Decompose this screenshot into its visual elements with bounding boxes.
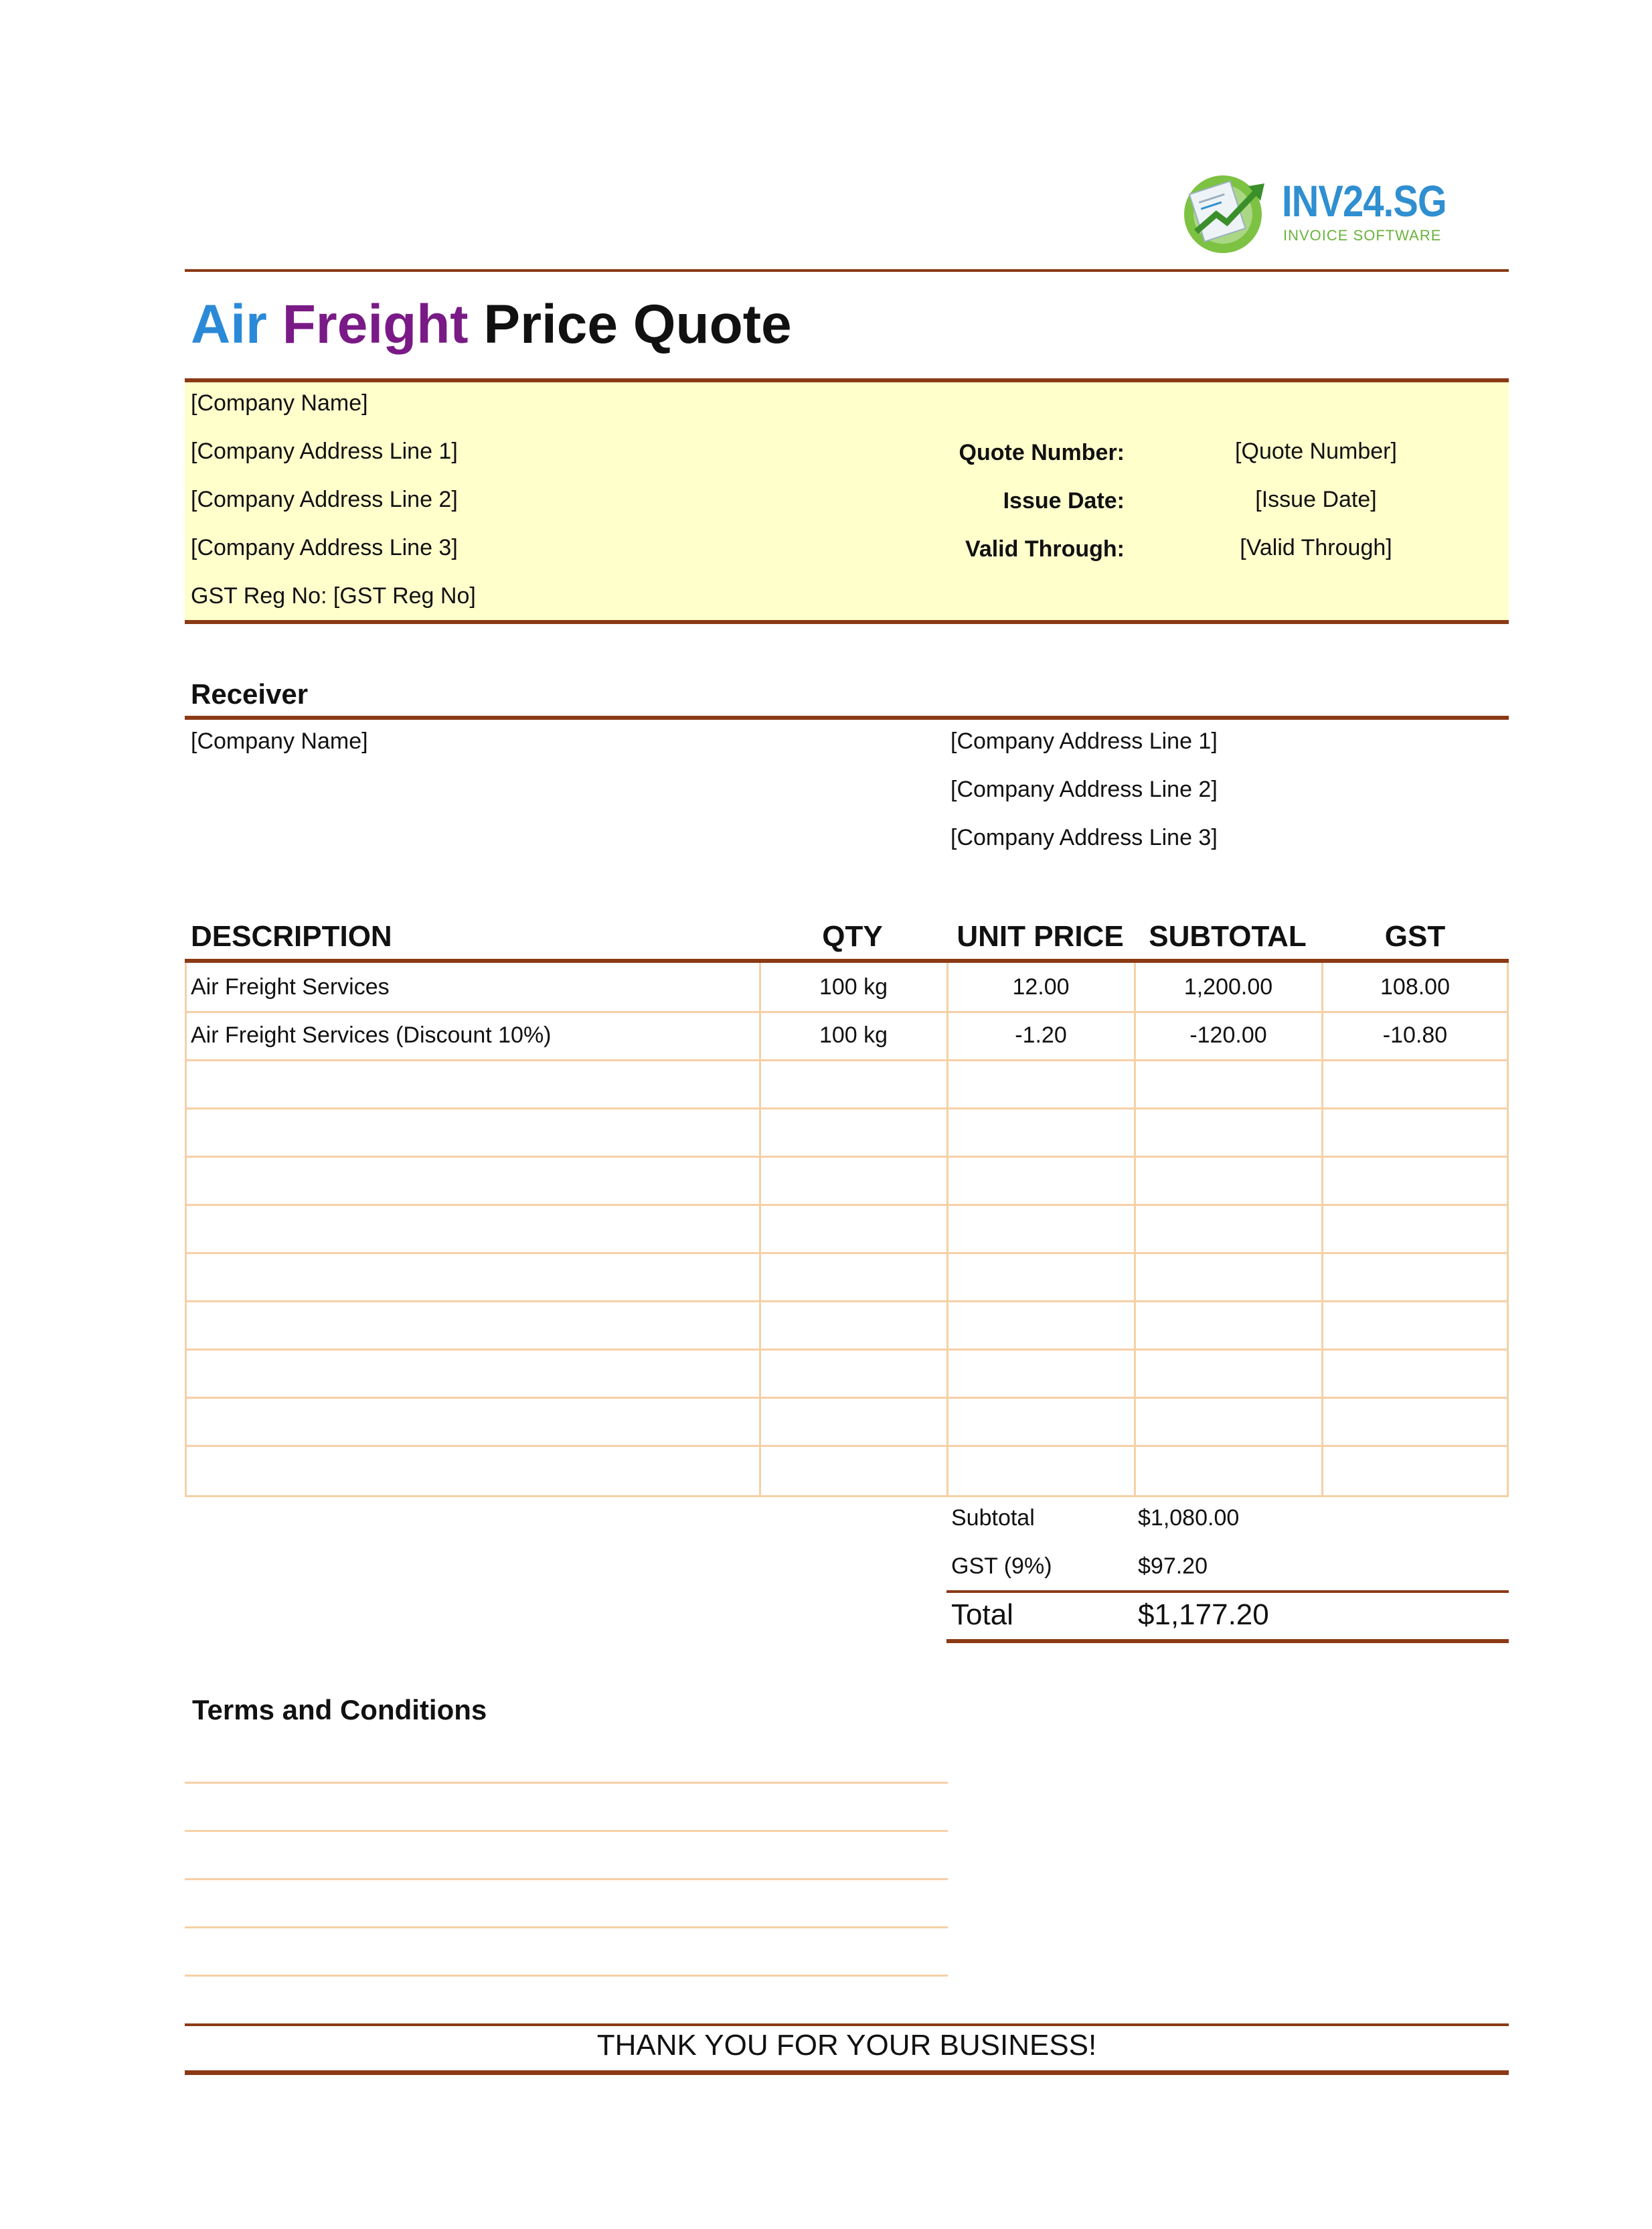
receiver-address-3: [Company Address Line 3] xyxy=(951,825,1218,850)
valid-through-label: Valid Through: xyxy=(965,536,1125,562)
thank-you-message: THANK YOU FOR YOUR BUSINESS! xyxy=(596,2029,1097,2062)
sender-gst-reg: GST Reg No: [GST Reg No] xyxy=(191,583,476,609)
title-word-air: Air xyxy=(191,294,267,355)
cell-qty: 100 kg xyxy=(819,974,888,1000)
sender-address-1: [Company Address Line 1] xyxy=(191,439,458,464)
col-header-description: DESCRIPTION xyxy=(191,920,392,953)
terms-line xyxy=(185,1830,948,1832)
col-header-unit-price: UNIT PRICE xyxy=(957,920,1124,953)
terms-line xyxy=(185,1975,948,1977)
footer-bottom-rule xyxy=(185,2070,1509,2075)
invoice-chart-icon xyxy=(1181,167,1275,254)
cell-subtotal: -120.00 xyxy=(1189,1022,1267,1048)
cell-unit-price: -1.20 xyxy=(1015,1022,1067,1048)
cell-gst: 108.00 xyxy=(1380,974,1450,1000)
valid-through-value: [Valid Through] xyxy=(1240,535,1392,560)
table-row xyxy=(185,963,1509,1011)
cell-qty: 100 kg xyxy=(819,1022,888,1048)
total-bottom-rule xyxy=(946,1639,1509,1643)
title-word-freight: Freight xyxy=(282,294,469,355)
header-rule xyxy=(185,269,1509,272)
col-header-subtotal: SUBTOTAL xyxy=(1149,920,1307,953)
cell-description: Air Freight Services (Discount 10%) xyxy=(191,1022,552,1048)
total-value: $1,177.20 xyxy=(1138,1598,1269,1631)
page-title xyxy=(191,293,792,356)
total-top-rule xyxy=(946,1590,1509,1593)
logo-tagline: INVOICE SOFTWARE xyxy=(1283,227,1442,244)
col-header-qty: QTY xyxy=(822,920,883,953)
cell-gst: -10.80 xyxy=(1382,1022,1448,1048)
quote-number-value: [Quote Number] xyxy=(1235,439,1397,464)
receiver-rule xyxy=(185,716,1509,720)
cell-unit-price: 12.00 xyxy=(1012,974,1070,1000)
receiver-company-name: [Company Name] xyxy=(191,728,368,754)
sender-address-2: [Company Address Line 2] xyxy=(191,487,458,512)
terms-line xyxy=(185,1926,948,1928)
table-row xyxy=(185,1011,1509,1059)
footer-top-rule xyxy=(185,2023,1509,2026)
terms-heading: Terms and Conditions xyxy=(192,1694,487,1725)
terms-line xyxy=(185,1782,948,1784)
terms-line xyxy=(185,1878,948,1880)
sender-bottom-rule xyxy=(185,620,1509,624)
quote-number-label: Quote Number: xyxy=(959,440,1125,465)
col-header-gst: GST xyxy=(1384,920,1446,953)
receiver-address-1: [Company Address Line 1] xyxy=(951,728,1218,754)
total-label: Total xyxy=(951,1598,1013,1631)
sender-company-name: [Company Name] xyxy=(191,390,368,416)
issue-date-label: Issue Date: xyxy=(1003,488,1125,514)
subtotal-value: $1,080.00 xyxy=(1138,1505,1240,1531)
gst-label: GST (9%) xyxy=(951,1553,1052,1579)
gst-value: $97.20 xyxy=(1138,1553,1208,1579)
receiver-heading: Receiver xyxy=(191,678,309,710)
sender-address-3: [Company Address Line 3] xyxy=(191,535,458,560)
sender-top-rule xyxy=(185,378,1509,382)
logo-name: INV24.SG xyxy=(1282,176,1447,226)
items-table xyxy=(185,963,1509,1497)
issue-date-value: [Issue Date] xyxy=(1255,487,1377,512)
cell-description: Air Freight Services xyxy=(191,974,390,1000)
cell-subtotal: 1,200.00 xyxy=(1183,974,1273,1000)
receiver-address-2: [Company Address Line 2] xyxy=(951,777,1218,802)
subtotal-label: Subtotal xyxy=(951,1505,1035,1531)
title-word-rest: Price Quote xyxy=(483,294,792,355)
